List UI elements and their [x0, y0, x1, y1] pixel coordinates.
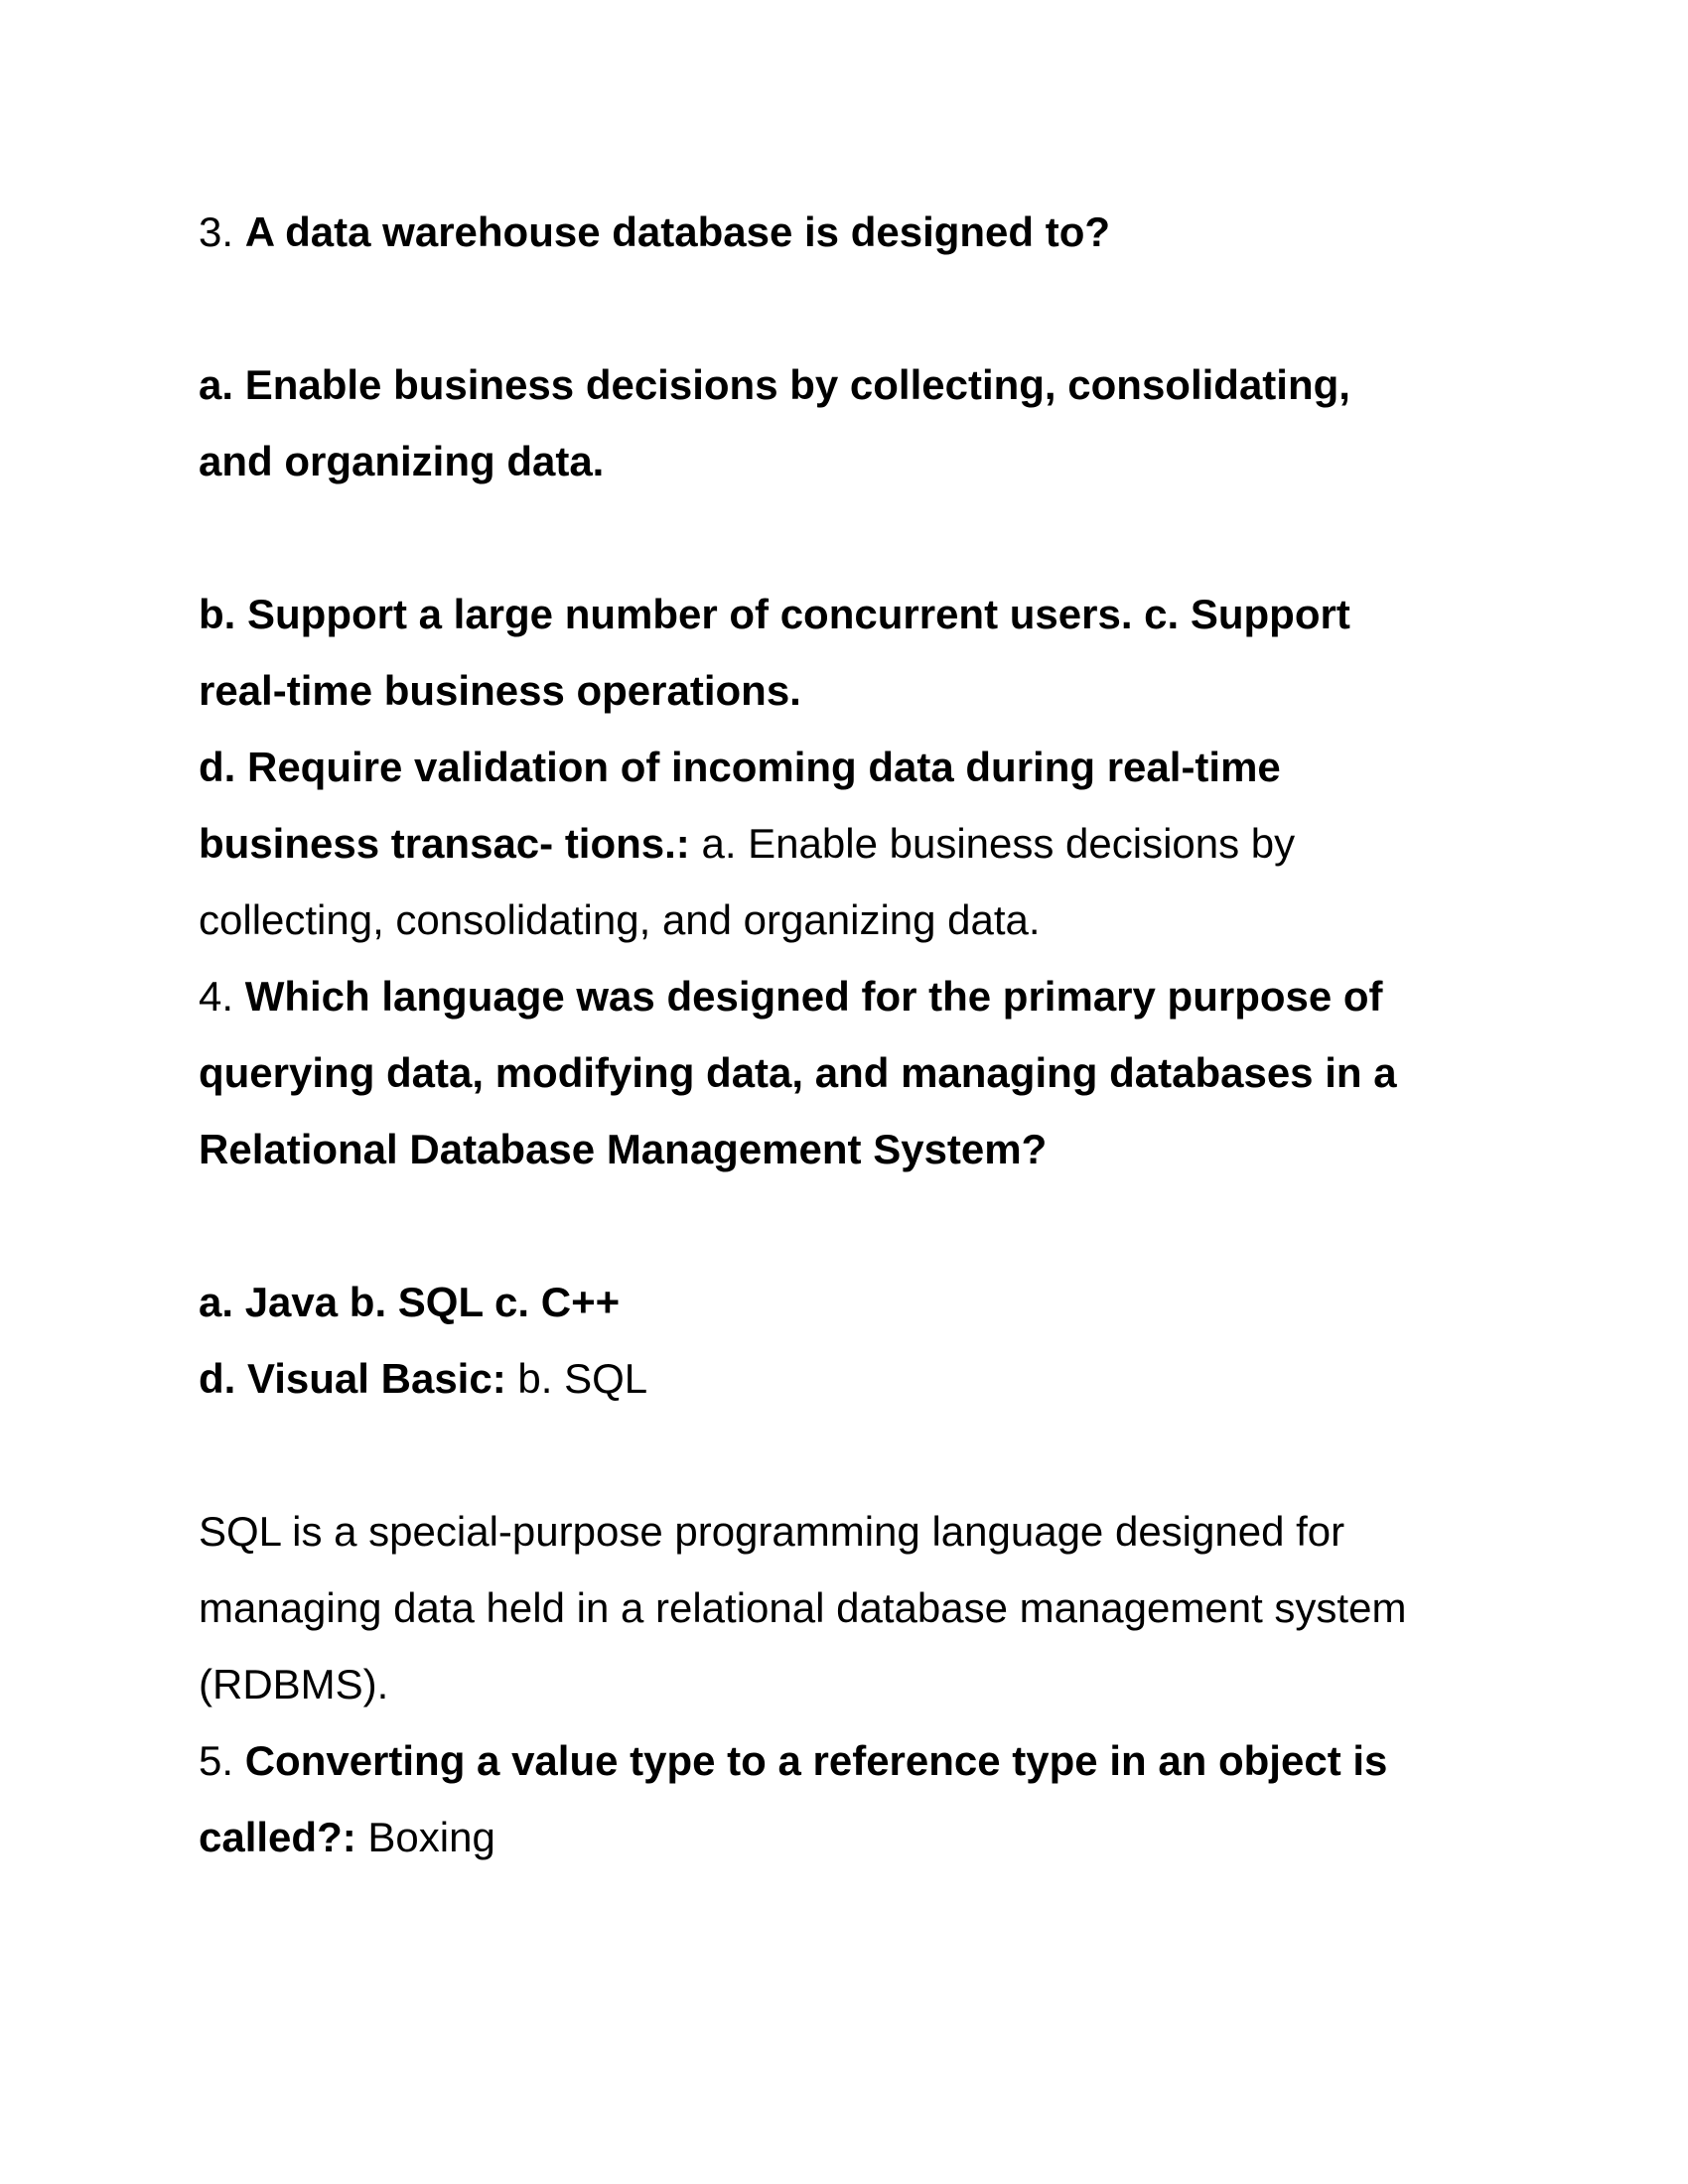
q3-option-bc-line2: real-time business operations.	[199, 667, 801, 714]
q3-option-a-line1: a. Enable business decisions by collecting, consolidating,	[199, 361, 1350, 408]
q4-option-d: d. Visual Basic:	[199, 1355, 506, 1402]
q5-question-line1	[199, 1722, 1519, 1799]
q4-option-d-answer-line	[199, 1340, 1519, 1417]
q3-option-bc-line1: b. Support a large number of concurrent users. c. Support	[199, 591, 1350, 637]
spacer	[199, 499, 1519, 576]
q3-option-d-line1: d. Require validation of incoming data during real-time	[199, 744, 1281, 790]
q4-explanation-line2: managing data held in a relational database management system	[199, 1584, 1407, 1631]
q4-answer: b. SQL	[505, 1355, 648, 1402]
q3-answer-line2: collecting, consolidating, and organizing data.	[199, 896, 1041, 943]
document-page	[199, 194, 1519, 1875]
q5-question-text2: called?:	[199, 1814, 356, 1860]
q3-answer-line1: a. Enable business decisions by	[689, 820, 1296, 867]
q3-number: 3.	[199, 208, 234, 255]
spacer	[199, 270, 1519, 346]
q4-explanation-line1: SQL is a special-purpose programming language designed for	[199, 1508, 1345, 1555]
q4-question-text1: Which language was designed for the primary purpose of	[244, 973, 1383, 1020]
q3-option-d-answer-line	[199, 805, 1519, 882]
q4-question-line2: querying data, modifying data, and managing databases in a	[199, 1049, 1397, 1096]
q4-question-line1	[199, 958, 1519, 1034]
spacer	[199, 1187, 1519, 1264]
q4-question-line3: Relational Database Management System?	[199, 1126, 1048, 1172]
q4-explanation-line3: (RDBMS).	[199, 1661, 389, 1707]
q4-number: 4.	[199, 973, 234, 1020]
q5-question-answer-line	[199, 1799, 1519, 1875]
q3-option-a-line2: and organizing data.	[199, 438, 605, 484]
q3-option-d-line2: business transac- tions.:	[199, 820, 690, 867]
q5-number: 5.	[199, 1737, 234, 1784]
spacer	[199, 1417, 1519, 1493]
q3-question: A data warehouse database is designed to?	[244, 208, 1111, 255]
q3-question-line	[199, 194, 1519, 270]
q5-question-text1: Converting a value type to a reference type in an object is	[244, 1737, 1388, 1784]
q5-answer: Boxing	[355, 1814, 495, 1860]
q4-options-abc: a. Java b. SQL c. C++	[199, 1279, 621, 1325]
